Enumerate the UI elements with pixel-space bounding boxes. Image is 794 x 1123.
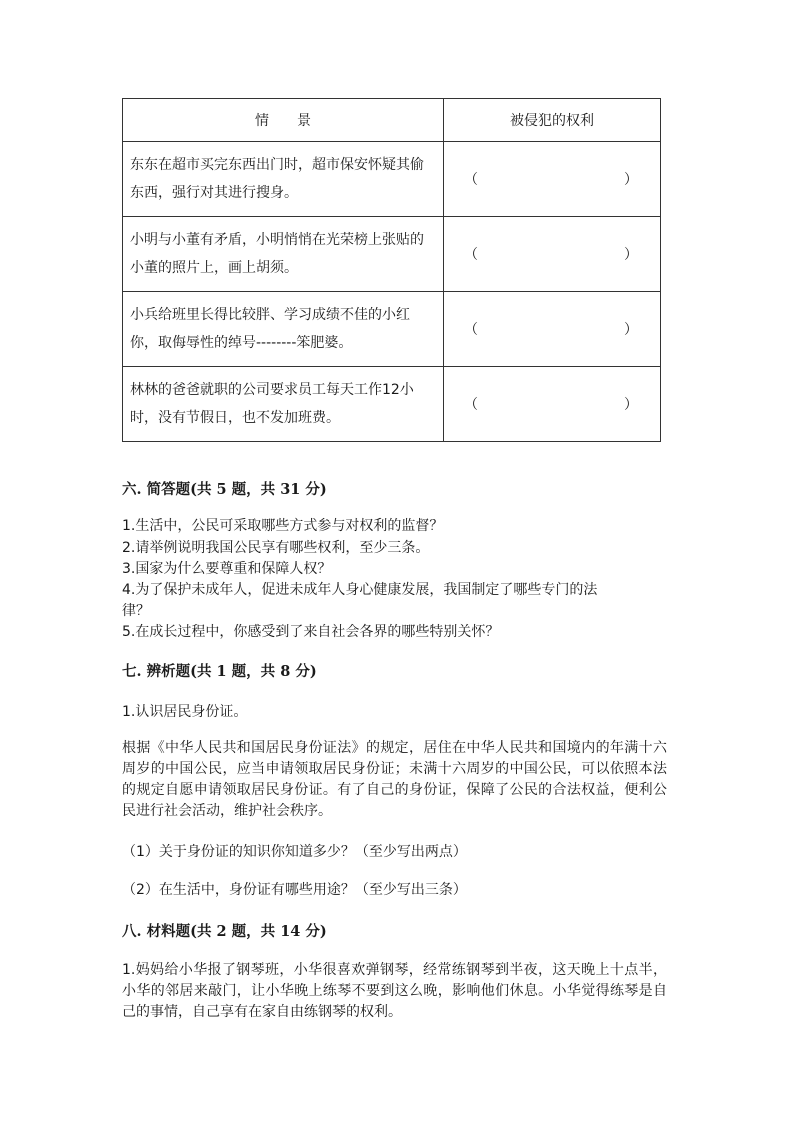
rights-scenario-table — [122, 98, 661, 442]
table-row — [123, 217, 661, 292]
header-violated-right: 被侵犯的权利 — [444, 99, 661, 142]
scene-text: 小兵给班里长得比较胖、学习成绩不佳的小红你，取侮辱性的绰号--------笨肥婆。 — [123, 292, 444, 367]
table-row — [123, 367, 661, 442]
question-7-1: 1.认识居民身份证。 — [122, 704, 248, 720]
open-paren: （ — [464, 397, 478, 413]
question-6-4: 4.为了保护未成年人，促进未成年人身心健康发展，我国制定了哪些专门的法 — [122, 582, 598, 598]
material-text: 根据《中华人民共和国居民身份证法》的规定，居住在中华人民共和国境内的年满十六周岁的中国公民，应当申请领取居民身份证；未满十六周岁的中国公民，可以依照本法的规定自愿申请领取居民身份证。有了自己的身份证，保障了公民的合法权益，便利公民进行社会活动，维护社会秩序。 — [122, 740, 667, 819]
question-6-1: 1.生活中，公民可采取哪些方式参与对权利的监督？ — [122, 518, 444, 534]
close-paren: ） — [624, 247, 638, 263]
close-paren: ） — [624, 397, 638, 413]
answer-blank[interactable] — [444, 142, 661, 217]
open-paren: （ — [464, 247, 478, 263]
question-6-4-cont: 律？ — [122, 603, 150, 619]
question-6-5: 5.在成长过程中，你感受到了来自社会各界的哪些特别关怀？ — [122, 624, 500, 640]
question-6-2: 2.请举例说明我国公民享有哪些权利，至少三条。 — [122, 540, 430, 556]
close-paren: ） — [624, 172, 638, 188]
section-8-title: 八. 材料题(共 2 题，共 14 分) — [122, 923, 327, 940]
table-row — [123, 142, 661, 217]
question-7-1-sub2: （2）在生活中，身份证有哪些用途？（至少写出三条） — [122, 882, 467, 898]
section-6-title: 六. 简答题(共 5 题，共 31 分) — [122, 481, 327, 498]
question-8-1: 1.妈妈给小华报了钢琴班，小华很喜欢弹钢琴，经常练钢琴到半夜，这天晚上十点半，小华的邻居来敲门，让小华晚上练琴不要到这么晚，影响他们休息。小华觉得练琴是自己的事情，自己享有在家自由练钢琴的权利。 — [122, 962, 667, 1020]
header-scene: 情 景 — [123, 99, 444, 142]
open-paren: （ — [464, 172, 478, 188]
table-header-row — [123, 99, 661, 142]
question-6-3: 3.国家为什么要尊重和保障人权？ — [122, 561, 332, 577]
close-paren: ） — [624, 322, 638, 338]
scene-text: 小明与小董有矛盾，小明悄悄在光荣榜上张贴的小董的照片上，画上胡须。 — [123, 217, 444, 292]
answer-blank[interactable] — [444, 217, 661, 292]
scene-text: 林林的爸爸就职的公司要求员工每天工作12小时，没有节假日，也不发加班费。 — [123, 367, 444, 442]
scene-text: 东东在超市买完东西出门时，超市保安怀疑其偷东西，强行对其进行搜身。 — [123, 142, 444, 217]
section-7-title: 七. 辨析题(共 1 题，共 8 分) — [122, 663, 317, 680]
answer-blank[interactable] — [444, 292, 661, 367]
answer-blank[interactable] — [444, 367, 661, 442]
table-row — [123, 292, 661, 367]
open-paren: （ — [464, 322, 478, 338]
question-7-1-sub1: （1）关于身份证的知识你知道多少？（至少写出两点） — [122, 844, 467, 860]
